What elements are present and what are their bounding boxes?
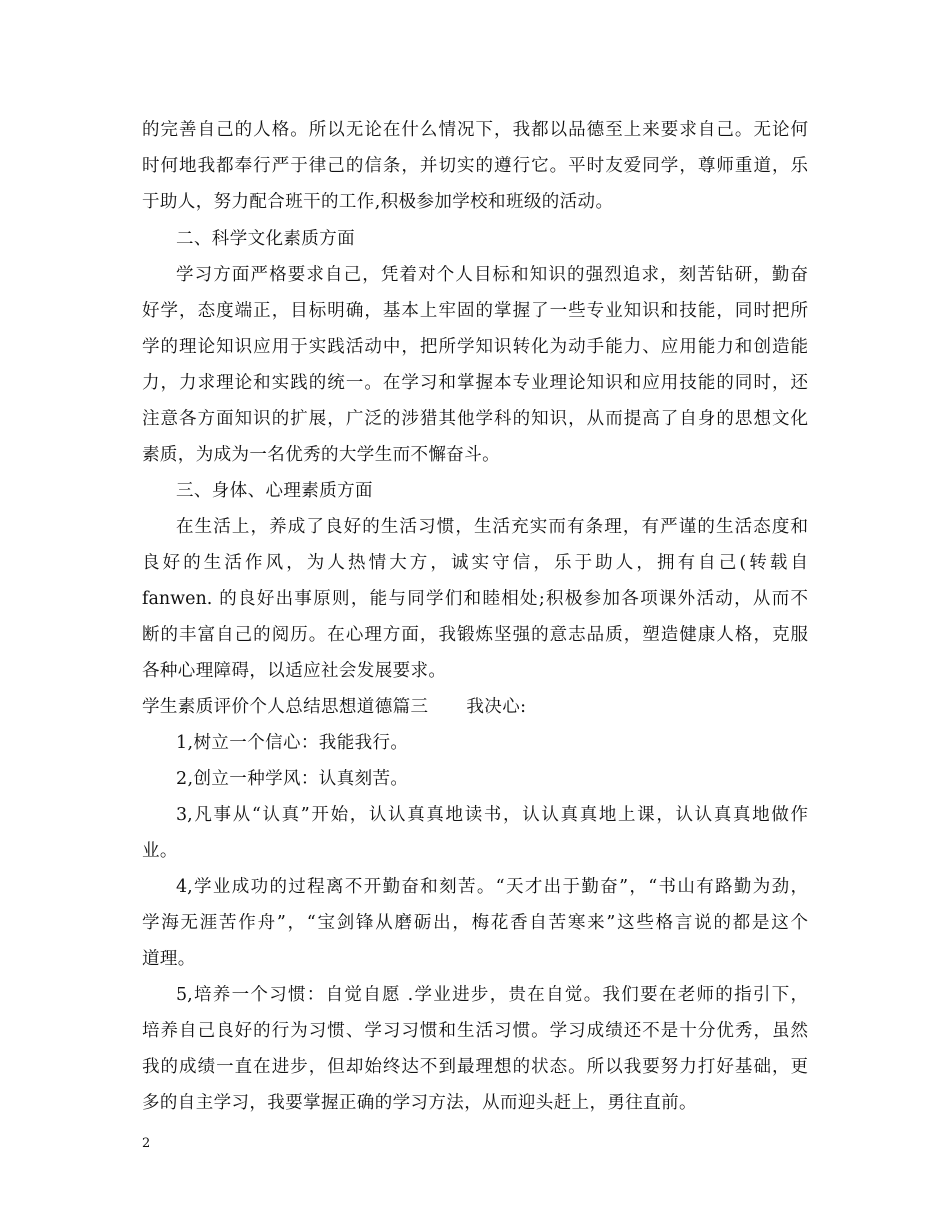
list-item: 4,学业成功的过程离不开勤奋和刻苦。“天才出于勤奋”，“书山有路勤为劲，: [176, 877, 808, 897]
document-title-line: [142, 695, 526, 719]
text-line: 的完善自己的人格。所以无论在什么情况下，我都以品德至上来要求自己。无论何: [142, 120, 808, 140]
document-title: 学生素质评价个人总结思想道德篇三: [142, 697, 429, 717]
text-line: 业。: [142, 841, 178, 861]
text-line: 在生活上，养成了良好的生活习惯，生活充实而有条理，有严谨的生活态度和: [176, 517, 808, 537]
text-line: 力，力求理论和实践的统一。在学习和掌握本专业理论知识和应用技能的同时，还: [142, 373, 808, 393]
text-line: 时何地我都奉行严于律己的信条，并切实的遵行它。平时友爱同学，尊师重道，乐: [142, 156, 808, 176]
page-number: 2: [142, 1136, 151, 1151]
text-line: 素质，为成为一名优秀的大学生而不懈奋斗。: [142, 445, 500, 465]
list-item: 3,凡事从“认真”开始，认认真真地读书，认认真真地上课，认认真真地做作: [176, 805, 808, 825]
section-heading: 二、科学文化素质方面: [176, 229, 355, 249]
text-line: 各种心理障碍，以适应社会发展要求。: [142, 661, 447, 681]
text-line: 于助人，努力配合班干的工作,积极参加学校和班级的活动。: [142, 192, 614, 212]
text-line: 学的理论知识应用于实践活动中，把所学知识转化为动手能力、应用能力和创造能: [142, 337, 808, 357]
text-line: 学习方面严格要求自己，凭着对个人目标和知识的强烈追求，刻苦钻研，勤奋: [176, 265, 808, 285]
list-item: 2,创立一种学风：认真刻苦。: [176, 769, 409, 789]
text-line: 良好的生活作风，为人热情大方，诚实守信，乐于助人，拥有自己(转载自: [142, 553, 808, 573]
text-line: 注意各方面知识的扩展，广泛的涉猎其他学科的知识，从而提高了自身的思想文化: [142, 409, 808, 429]
text-line: 培养自己良好的行为习惯、学习习惯和生活习惯。学习成绩还不是十分优秀，虽然: [142, 1021, 808, 1041]
text-line: 道理。: [142, 949, 196, 969]
list-item: 1,树立一个信心：我能我行。: [176, 733, 409, 753]
text-line: 多的自主学习，我要掌握正确的学习方法，从而迎头赶上，勇往直前。: [142, 1093, 697, 1113]
text-line: 断的丰富自己的阅历。在心理方面，我锻炼坚强的意志品质，塑造健康人格，克服: [142, 625, 808, 645]
text-line: 学海无涯苦作舟”，“宝剑锋从磨砺出，梅花香自苦寒来”这些格言说的都是这个: [142, 913, 808, 933]
text-line: fanwen. 的良好出事原则，能与同学们和睦相处;积极参加各项课外活动，从而不: [142, 589, 808, 609]
section-heading: 三、身体、心理素质方面: [176, 481, 373, 501]
text-line: 我的成绩一直在进步，但却始终达不到最理想的状态。所以我要努力打好基础，更: [142, 1057, 808, 1077]
text-line: 好学，态度端正，目标明确，基本上牢固的掌握了一些专业知识和技能，同时把所: [142, 301, 808, 321]
resolution-label: 我决心:: [466, 697, 527, 717]
list-item: 5,培养一个习惯：自觉自愿 .学业进步，贵在自觉。我们要在老师的指引下，: [176, 985, 808, 1005]
